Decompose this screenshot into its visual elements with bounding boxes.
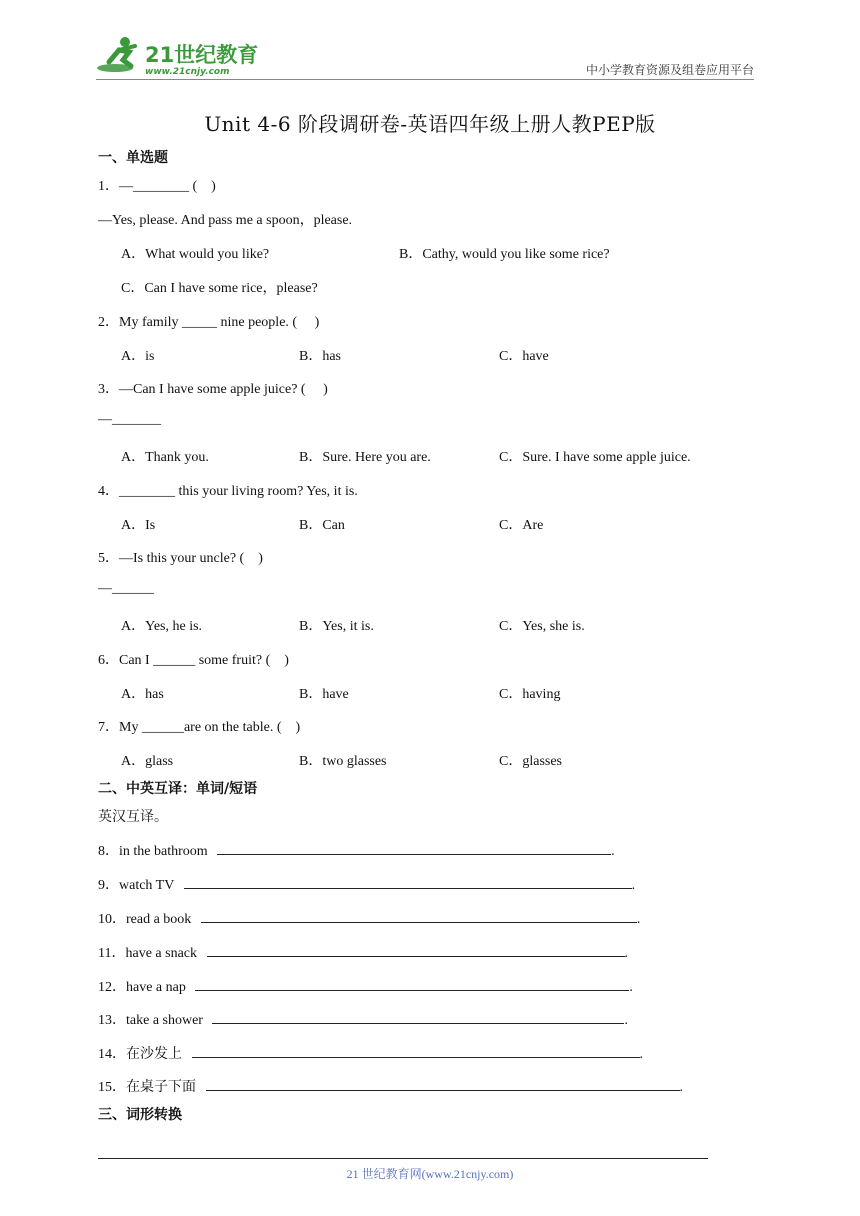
- platform-label: 中小学教育资源及组卷应用平台: [585, 63, 754, 77]
- q5-option-c: C．Yes, she is.: [499, 619, 585, 634]
- q6-stem: 6．Can I ______ some fruit? ( ): [98, 653, 289, 668]
- translation-label: 15．在桌子下面: [98, 1080, 196, 1095]
- q2-stem: 2．My family _____ nine people. ( ): [98, 315, 320, 330]
- q4-option-a: A．Is: [121, 518, 156, 533]
- q1-reply: —Yes, please. And pass me a spoon，please.: [98, 213, 353, 228]
- q7-stem: 7．My ______are on the table. ( ): [98, 720, 301, 735]
- answer-blank[interactable]: [207, 945, 625, 957]
- translation-item: 15．在桌子下面 .: [98, 1080, 683, 1095]
- q7-option-c: C．glasses: [499, 754, 562, 769]
- section-instruction: 英汉互译。: [98, 810, 168, 825]
- answer-blank[interactable]: [212, 1012, 624, 1024]
- translation-item: 14．在沙发上 .: [98, 1047, 643, 1062]
- section-heading-single-choice: 一、单选题: [98, 150, 168, 166]
- section-heading-translation: 二、中英互译：单词/短语: [98, 781, 258, 797]
- site-logo: [95, 32, 265, 78]
- translation-label: 12．have a nap: [98, 980, 186, 995]
- q4-option-b: B．Can: [299, 518, 345, 533]
- translation-label: 8．in the bathroom: [98, 844, 208, 859]
- answer-blank[interactable]: [195, 979, 629, 991]
- translation-item: 9．watch TV .: [98, 878, 636, 893]
- q1-stem: 1．—________ ( ): [98, 179, 216, 194]
- q5-reply: —______: [98, 581, 154, 596]
- answer-blank[interactable]: [201, 911, 637, 923]
- answer-blank[interactable]: [184, 877, 632, 889]
- q3-reply: —_______: [98, 412, 161, 427]
- translation-item: 12．have a nap .: [98, 980, 633, 995]
- answer-blank[interactable]: [206, 1079, 680, 1091]
- q1-option-b: B．Cathy, would you like some rice?: [399, 247, 610, 262]
- q2-option-a: A．is: [121, 349, 155, 364]
- translation-item: 10．read a book .: [98, 912, 641, 927]
- q7-option-b: B．two glasses: [299, 754, 387, 769]
- q3-stem: 3．—Can I have some apple juice? ( ): [98, 382, 328, 397]
- q3-option-c: C．Sure. I have some apple juice.: [499, 450, 691, 465]
- translation-label: 13．take a shower: [98, 1013, 203, 1028]
- answer-blank[interactable]: [192, 1046, 640, 1058]
- q4-option-c: C．Are: [499, 518, 544, 533]
- translation-item: 13．take a shower .: [98, 1013, 628, 1028]
- q5-stem: 5．—Is this your uncle? ( ): [98, 551, 263, 566]
- header-divider: [96, 79, 754, 80]
- answer-blank[interactable]: [217, 843, 611, 855]
- footer-divider: [98, 1158, 708, 1159]
- translation-label: 14．在沙发上: [98, 1047, 182, 1062]
- q4-stem: 4．________ this your living room? Yes, it is.: [98, 484, 358, 499]
- q3-option-a: A．Thank you.: [121, 450, 209, 465]
- translation-item: 8．in the bathroom .: [98, 844, 615, 859]
- q6-option-c: C．having: [499, 687, 561, 702]
- translation-label: 11．have a snack: [98, 946, 197, 961]
- q5-option-b: B．Yes, it is.: [299, 619, 374, 634]
- q5-option-a: A．Yes, he is.: [121, 619, 203, 634]
- section-heading-word-forms: 三、词形转换: [98, 1107, 182, 1123]
- logo-text: 21世纪教育: [145, 43, 259, 67]
- q6-option-a: A．has: [121, 687, 164, 702]
- q7-option-a: A．glass: [121, 754, 174, 769]
- translation-label: 10．read a book: [98, 912, 192, 927]
- q1-option-c: C．Can I have some rice，please?: [121, 281, 318, 296]
- translation-item: 11．have a snack .: [98, 946, 628, 961]
- q2-option-c: C．have: [499, 349, 549, 364]
- translation-label: 9．watch TV: [98, 878, 175, 893]
- q6-option-b: B．have: [299, 687, 349, 702]
- q2-option-b: B．has: [299, 349, 341, 364]
- q3-option-b: B．Sure. Here you are.: [299, 450, 431, 465]
- page-title: Unit 4-6 阶段调研卷-英语四年级上册人教PEP版: [204, 112, 656, 136]
- q1-option-a: A．What would you like?: [121, 247, 270, 262]
- footer-text[interactable]: 21 世纪教育网(www.21cnjy.com): [346, 1167, 514, 1181]
- logo-url: www.21cnjy.com: [145, 67, 230, 77]
